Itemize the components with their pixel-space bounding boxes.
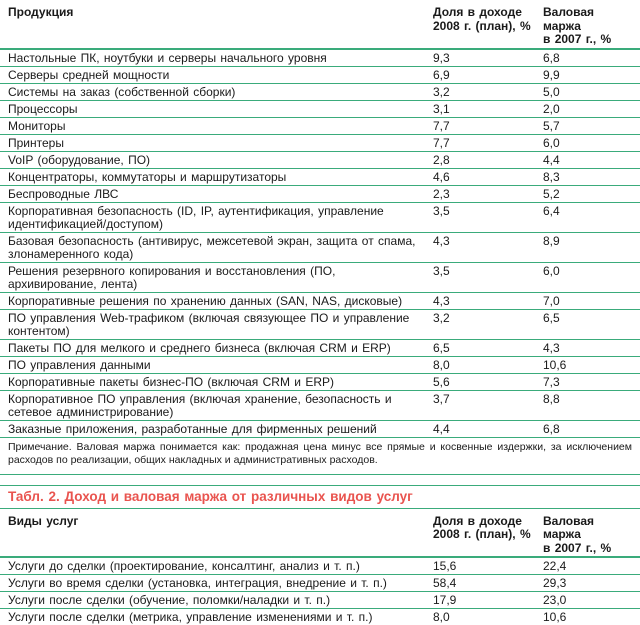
product-name-cell: Корпоративные пакеты бизнес-ПО (включая CRM и ERP): [0, 373, 433, 390]
product-name-cell: Принтеры: [0, 134, 433, 151]
income-share-cell: 17,9: [433, 592, 543, 609]
table-row: [0, 168, 640, 185]
product-name-cell: ПО управления данными: [0, 356, 433, 373]
product-name-cell: Мониторы: [0, 117, 433, 134]
income-share-cell: 3,5: [433, 202, 543, 232]
income-share-cell: 3,2: [433, 83, 543, 100]
gross-margin-cell: 5,7: [543, 117, 640, 134]
income-share-cell: 3,1: [433, 100, 543, 117]
product-name-cell: ПО управления Web-трафиком (включая связующее ПО и управление контентом): [0, 309, 433, 339]
income-share-cell: 9,3: [433, 49, 543, 67]
income-share-cell: 3,2: [433, 309, 543, 339]
income-share-column-header: [433, 0, 543, 49]
gross-margin-cell: 8,3: [543, 168, 640, 185]
product-name-cell: Корпоративное ПО управления (включая хранение, безопасность и сетевое администрирование): [0, 390, 433, 420]
gross-margin-cell: 23,0: [543, 592, 640, 609]
gross-margin-cell: 6,4: [543, 202, 640, 232]
table-row: [0, 339, 640, 356]
product-name-cell: VoIP (оборудование, ПО): [0, 151, 433, 168]
income-share-cell: 8,0: [433, 356, 543, 373]
note-row: [0, 437, 640, 474]
product-name-cell: Серверы средней мощности: [0, 66, 433, 83]
table-row: [0, 49, 640, 67]
product-name-cell: Настольные ПК, ноутбуки и серверы начального уровня: [0, 49, 433, 67]
gross-margin-cell: 4,3: [543, 339, 640, 356]
gross-margin-cell: 9,9: [543, 66, 640, 83]
income-share-cell: 2,3: [433, 185, 543, 202]
gross-margin-header-line2: в 2007 г., %: [543, 33, 636, 47]
income-share-header-line1: Доля в доходе: [433, 515, 539, 529]
product-name-cell: Системы на заказ (собственной сборки): [0, 83, 433, 100]
table-row: [0, 185, 640, 202]
gross-margin-cell: 8,8: [543, 390, 640, 420]
gross-margin-cell: 5,0: [543, 83, 640, 100]
service-name-cell: Услуги во время сделки (установка, интеграция, внедрение и т. п.): [0, 575, 433, 592]
income-share-cell: 6,5: [433, 339, 543, 356]
table-row: [0, 557, 640, 575]
income-share-cell: 7,7: [433, 117, 543, 134]
gross-margin-cell: 8,9: [543, 232, 640, 262]
gross-margin-column-header: [543, 0, 640, 49]
table-row: [0, 592, 640, 609]
income-share-header-line2: 2008 г. (план), %: [433, 20, 539, 34]
gross-margin-column-header: [543, 509, 640, 558]
table-row: [0, 117, 640, 134]
gross-margin-cell: 29,3: [543, 575, 640, 592]
gross-margin-cell: 10,6: [543, 356, 640, 373]
table-row: [0, 309, 640, 339]
income-share-header-line2: 2008 г. (план), %: [433, 528, 539, 542]
income-share-cell: 3,7: [433, 390, 543, 420]
income-share-cell: 4,4: [433, 420, 543, 437]
income-share-cell: 8,0: [433, 609, 543, 625]
services-table-header-row: [0, 509, 640, 558]
product-name-cell: Базовая безопасность (антивирус, межсетевой экран, защита от спама, злонамеренного кода): [0, 232, 433, 262]
table-row: [0, 609, 640, 625]
gross-margin-cell: 2,0: [543, 100, 640, 117]
gross-margin-cell: 7,0: [543, 292, 640, 309]
table-note: Примечание. Валовая маржа понимается как: продажная цена минус все прямые и косвенные издержки, за исключением расходов по реализации, общих накладных и административных расходов.: [0, 437, 640, 474]
product-name-cell: Концентраторы, коммутаторы и маршрутизаторы: [0, 168, 433, 185]
services-table: [0, 509, 640, 625]
income-share-cell: 7,7: [433, 134, 543, 151]
product-name-cell: Корпоративная безопасность (ID, IP, аутентификация, управление идентификацией/доступом): [0, 202, 433, 232]
table-row: [0, 232, 640, 262]
gross-margin-cell: 4,4: [543, 151, 640, 168]
table-row: [0, 83, 640, 100]
product-name-cell: Беспроводные ЛВС: [0, 185, 433, 202]
gross-margin-cell: 6,8: [543, 49, 640, 67]
gross-margin-cell: 6,0: [543, 134, 640, 151]
product-name-cell: Заказные приложения, разработанные для фирменных решений: [0, 420, 433, 437]
income-share-cell: 4,6: [433, 168, 543, 185]
income-share-cell: 4,3: [433, 292, 543, 309]
gross-margin-cell: 22,4: [543, 557, 640, 575]
service-name-cell: Услуги до сделки (проектирование, консалтинг, анализ и т. п.): [0, 557, 433, 575]
gross-margin-cell: 10,6: [543, 609, 640, 625]
income-share-cell: 3,5: [433, 262, 543, 292]
table-row: [0, 390, 640, 420]
table-row: [0, 262, 640, 292]
products-table-header-row: [0, 0, 640, 49]
income-share-cell: 15,6: [433, 557, 543, 575]
service-name-cell: Услуги после сделки (метрика, управление изменениями и т. п.): [0, 609, 433, 625]
table-row: [0, 373, 640, 390]
services-column-header: Виды услуг: [0, 509, 433, 558]
section-gap: [0, 475, 640, 485]
gross-margin-cell: 6,8: [543, 420, 640, 437]
table-row: [0, 202, 640, 232]
table-row: [0, 356, 640, 373]
products-column-header: Продукция: [0, 0, 433, 49]
table-row: [0, 420, 640, 437]
product-name-cell: Решения резервного копирования и восстановления (ПО, архивирование, лента): [0, 262, 433, 292]
income-share-header-line1: Доля в доходе: [433, 6, 539, 20]
income-share-column-header: [433, 509, 543, 558]
income-share-cell: 4,3: [433, 232, 543, 262]
income-share-cell: 6,9: [433, 66, 543, 83]
income-share-cell: 5,6: [433, 373, 543, 390]
table-row: [0, 575, 640, 592]
service-name-cell: Услуги после сделки (обучение, поломки/наладки и т. п.): [0, 592, 433, 609]
income-share-cell: 2,8: [433, 151, 543, 168]
gross-margin-cell: 5,2: [543, 185, 640, 202]
product-name-cell: Корпоративные решения по хранению данных (SAN, NAS, дисковые): [0, 292, 433, 309]
table-row: [0, 66, 640, 83]
product-name-cell: Процессоры: [0, 100, 433, 117]
table2-title: Табл. 2. Доход и валовая маржа от различных видов услуг: [0, 485, 640, 509]
gross-margin-cell: 7,3: [543, 373, 640, 390]
gross-margin-cell: 6,5: [543, 309, 640, 339]
gross-margin-cell: 6,0: [543, 262, 640, 292]
table-row: [0, 151, 640, 168]
gross-margin-header-line1: Валовая маржа: [543, 515, 636, 542]
income-share-cell: 58,4: [433, 575, 543, 592]
table-row: [0, 100, 640, 117]
gross-margin-header-line1: Валовая маржа: [543, 6, 636, 33]
table-row: [0, 134, 640, 151]
product-name-cell: Пакеты ПО для мелкого и среднего бизнеса (включая CRM и ERP): [0, 339, 433, 356]
gross-margin-header-line2: в 2007 г., %: [543, 542, 636, 556]
table-row: [0, 292, 640, 309]
